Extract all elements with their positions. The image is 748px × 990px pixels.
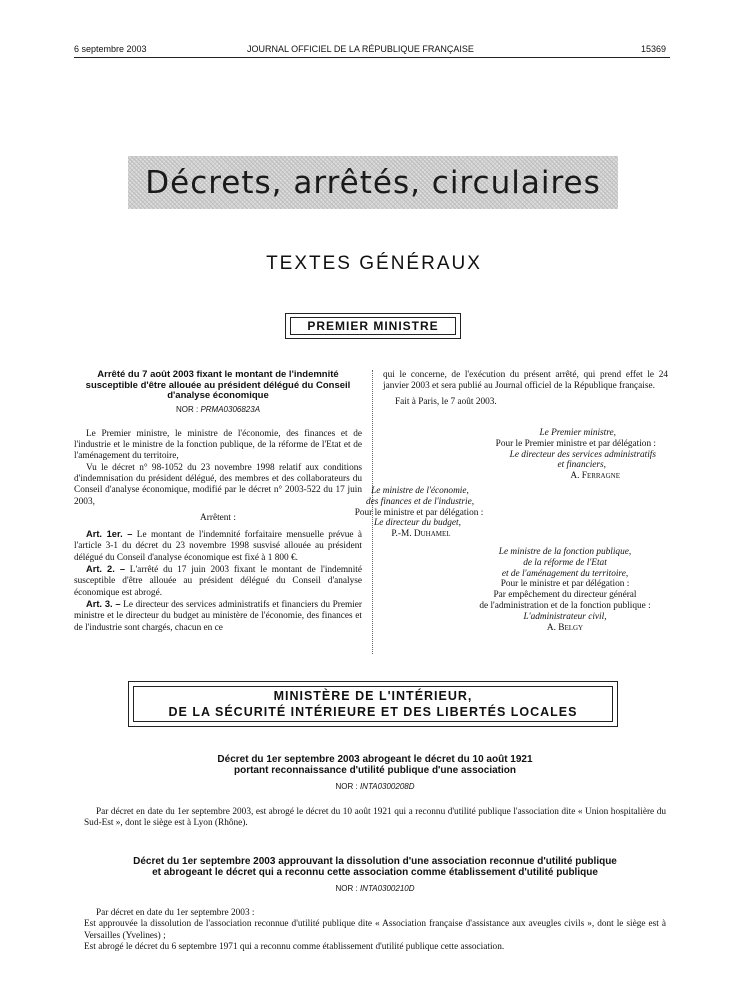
decret-1-title	[84, 755, 666, 776]
arrete-arretent: Arrêtent :	[200, 512, 236, 523]
nor-code: INTA0300210D	[359, 884, 415, 893]
nor-label: NOR :	[175, 404, 199, 414]
article-1-text: Le montant de l'indemnité forfaitaire mensuelle prévue à l'article 3-1 du décret du 23 novembre 1998 susvisé allouée au président délégué du Conseil d'analyse économique est fixé à 1 800 €.	[74, 530, 362, 563]
signature-block-2	[354, 486, 585, 540]
signature-line: Pour le ministre et par délégation :	[500, 579, 630, 590]
ministry-line-1: MINISTÈRE DE L'INTÉRIEUR,	[273, 689, 473, 703]
signature-line: Par empêchement du directeur général	[493, 590, 637, 601]
article-2-text: L'arrêté du 17 juin 2003 fixant le montant de l'indemnité susceptible d'être allouée au président délégué du Conseil d'analyse économique est abrogé.	[74, 565, 363, 598]
decret-2-nor	[84, 884, 666, 893]
article-3-text: Le directeur des services administratifs et financiers du Premier ministre et le directeur du budget au ministère de l'économie, des finances et de l'industrie sont chargés, chacun en ce	[74, 599, 362, 633]
section-banner	[128, 156, 618, 209]
nor-code: INTA0300208D	[359, 782, 415, 791]
nor-label: NOR :	[335, 782, 358, 791]
article-3-label: Art. 3. –	[86, 598, 121, 609]
signature-line: Le Premier ministre,	[539, 428, 616, 438]
ministry-box-premier-ministre	[285, 313, 461, 339]
arrete-right-column	[383, 370, 668, 408]
signature-line: Le ministre de l'économie,	[371, 486, 469, 496]
arrete-preamble: Le Premier ministre, le ministre de l'économie, des finances et de l'industrie et le ministre de la fonction publique, de la réforme de l'Etat et de l'aménagement du territoire,	[74, 428, 362, 462]
signature-line: et de l'aménagement du territoire,	[501, 568, 629, 579]
signatory-name: P.-M. Duhamel	[391, 529, 451, 540]
signature-line: Pour le Premier ministre et par délégation :	[495, 438, 656, 449]
ministry-box-interieur	[128, 681, 618, 727]
banner-title: Décrets, arrêtés, circulaires	[145, 164, 601, 201]
decret-2-p3: Est abrogé le décret du 6 septembre 1971 qui a reconnu comme établissement d'utilité publique cette association.	[84, 941, 505, 952]
signature-line: des finances et de l'industrie,	[365, 496, 475, 507]
decret-1-text: Par décret en date du 1er septembre 2003, est abrogé le décret du 10 août 1921 qui a reconnu d'utilité publique l'association dite « Union hospitalière du Sud-Est », dont le siège est à Lyon (Rhône).	[84, 807, 666, 829]
signature-line: Le directeur des services administratifs	[509, 449, 656, 460]
signature-line: Pour le ministre et par délégation :	[354, 507, 484, 518]
decret-1-nor	[84, 782, 666, 791]
ministry-line-2: DE LA SÉCURITÉ INTÉRIEURE ET DES LIBERTÉS LOCALES	[168, 705, 578, 719]
arrete-nor	[74, 404, 362, 415]
signature-line: Le directeur du budget,	[374, 518, 461, 529]
decret-2-title-line-1: Décret du 1er septembre 2003 approuvant la dissolution d'une association reconnue d'utilité publique	[133, 856, 617, 867]
ministry-label	[133, 686, 613, 722]
decret-1-title-line-2: portant reconnaissance d'utilité publique d'une association	[233, 764, 517, 776]
ministry-label: PREMIER MINISTRE	[290, 317, 456, 335]
signature-line: L'administrateur civil,	[523, 611, 607, 622]
signatory-name: A. Ferragne	[570, 471, 620, 482]
arrete-fait: Fait à Paris, le 7 août 2003.	[395, 396, 497, 407]
header-journal-title: JOURNAL OFFICIEL DE LA RÉPUBLIQUE FRANÇAISE	[247, 44, 474, 54]
article-1-label: Art. 1er. –	[86, 529, 133, 540]
article-2	[74, 564, 362, 599]
signature-line: de la réforme de l'Etat	[523, 557, 607, 568]
article-2-label: Art. 2. –	[86, 564, 126, 575]
section-heading: TEXTES GÉNÉRAUX	[266, 253, 482, 274]
decret-2-body	[84, 908, 666, 953]
nor-code: PRMA0306823A	[200, 404, 261, 414]
header-date: 6 septembre 2003	[74, 44, 147, 54]
decret-2-title-line-2: et abrogeant le décret qui a reconnu cette association comme établissement d'utilité publique	[152, 866, 598, 878]
header-rule	[74, 57, 670, 58]
header-page-number: 15369	[641, 44, 667, 54]
signature-line: de l'administration et de la fonction publique :	[479, 600, 651, 611]
decret-1-body	[84, 807, 666, 830]
article-3-continuation: qui le concerne, de l'exécution du présent arrêté, qui prend effet le 24 janvier 2003 et sera publié au Journal officiel de la République française.	[383, 370, 668, 392]
arrete-visa: Vu le décret n° 98-1052 du 23 novembre 1998 relatif aux conditions d'indemnisation du président délégué, des membres et des collaborateurs du Conseil d'analyse économique, modifié par le décret n° 2003-522 du 17 juin 2003,	[74, 462, 362, 507]
decret-2-p2: Est approuvée la dissolution de l'association reconnue d'utilité publique dite « Association française d'assistance aux aveugles civils », dont le siège est à Versailles (Yvelines) ;	[84, 919, 666, 941]
decret-2-p1: Par décret en date du 1er septembre 2003 :	[96, 908, 255, 918]
signature-block-3	[440, 547, 690, 633]
signature-line: et financiers,	[557, 460, 606, 471]
article-3	[74, 599, 362, 634]
signature-line: Le ministre de la fonction publique,	[498, 547, 632, 557]
decret-1-title-line-1: Décret du 1er septembre 2003 abrogeant le décret du 10 août 1921	[217, 754, 533, 765]
nor-label: NOR :	[335, 884, 358, 893]
arrete-title: Arrêté du 7 août 2003 fixant le montant de l'indemnité susceptible d'être allouée au président délégué du Conseil d'analyse économique	[85, 369, 351, 401]
signature-block-1	[383, 428, 668, 482]
signatory-name: A. Belgy	[546, 622, 584, 633]
decret-2-title	[84, 857, 666, 878]
